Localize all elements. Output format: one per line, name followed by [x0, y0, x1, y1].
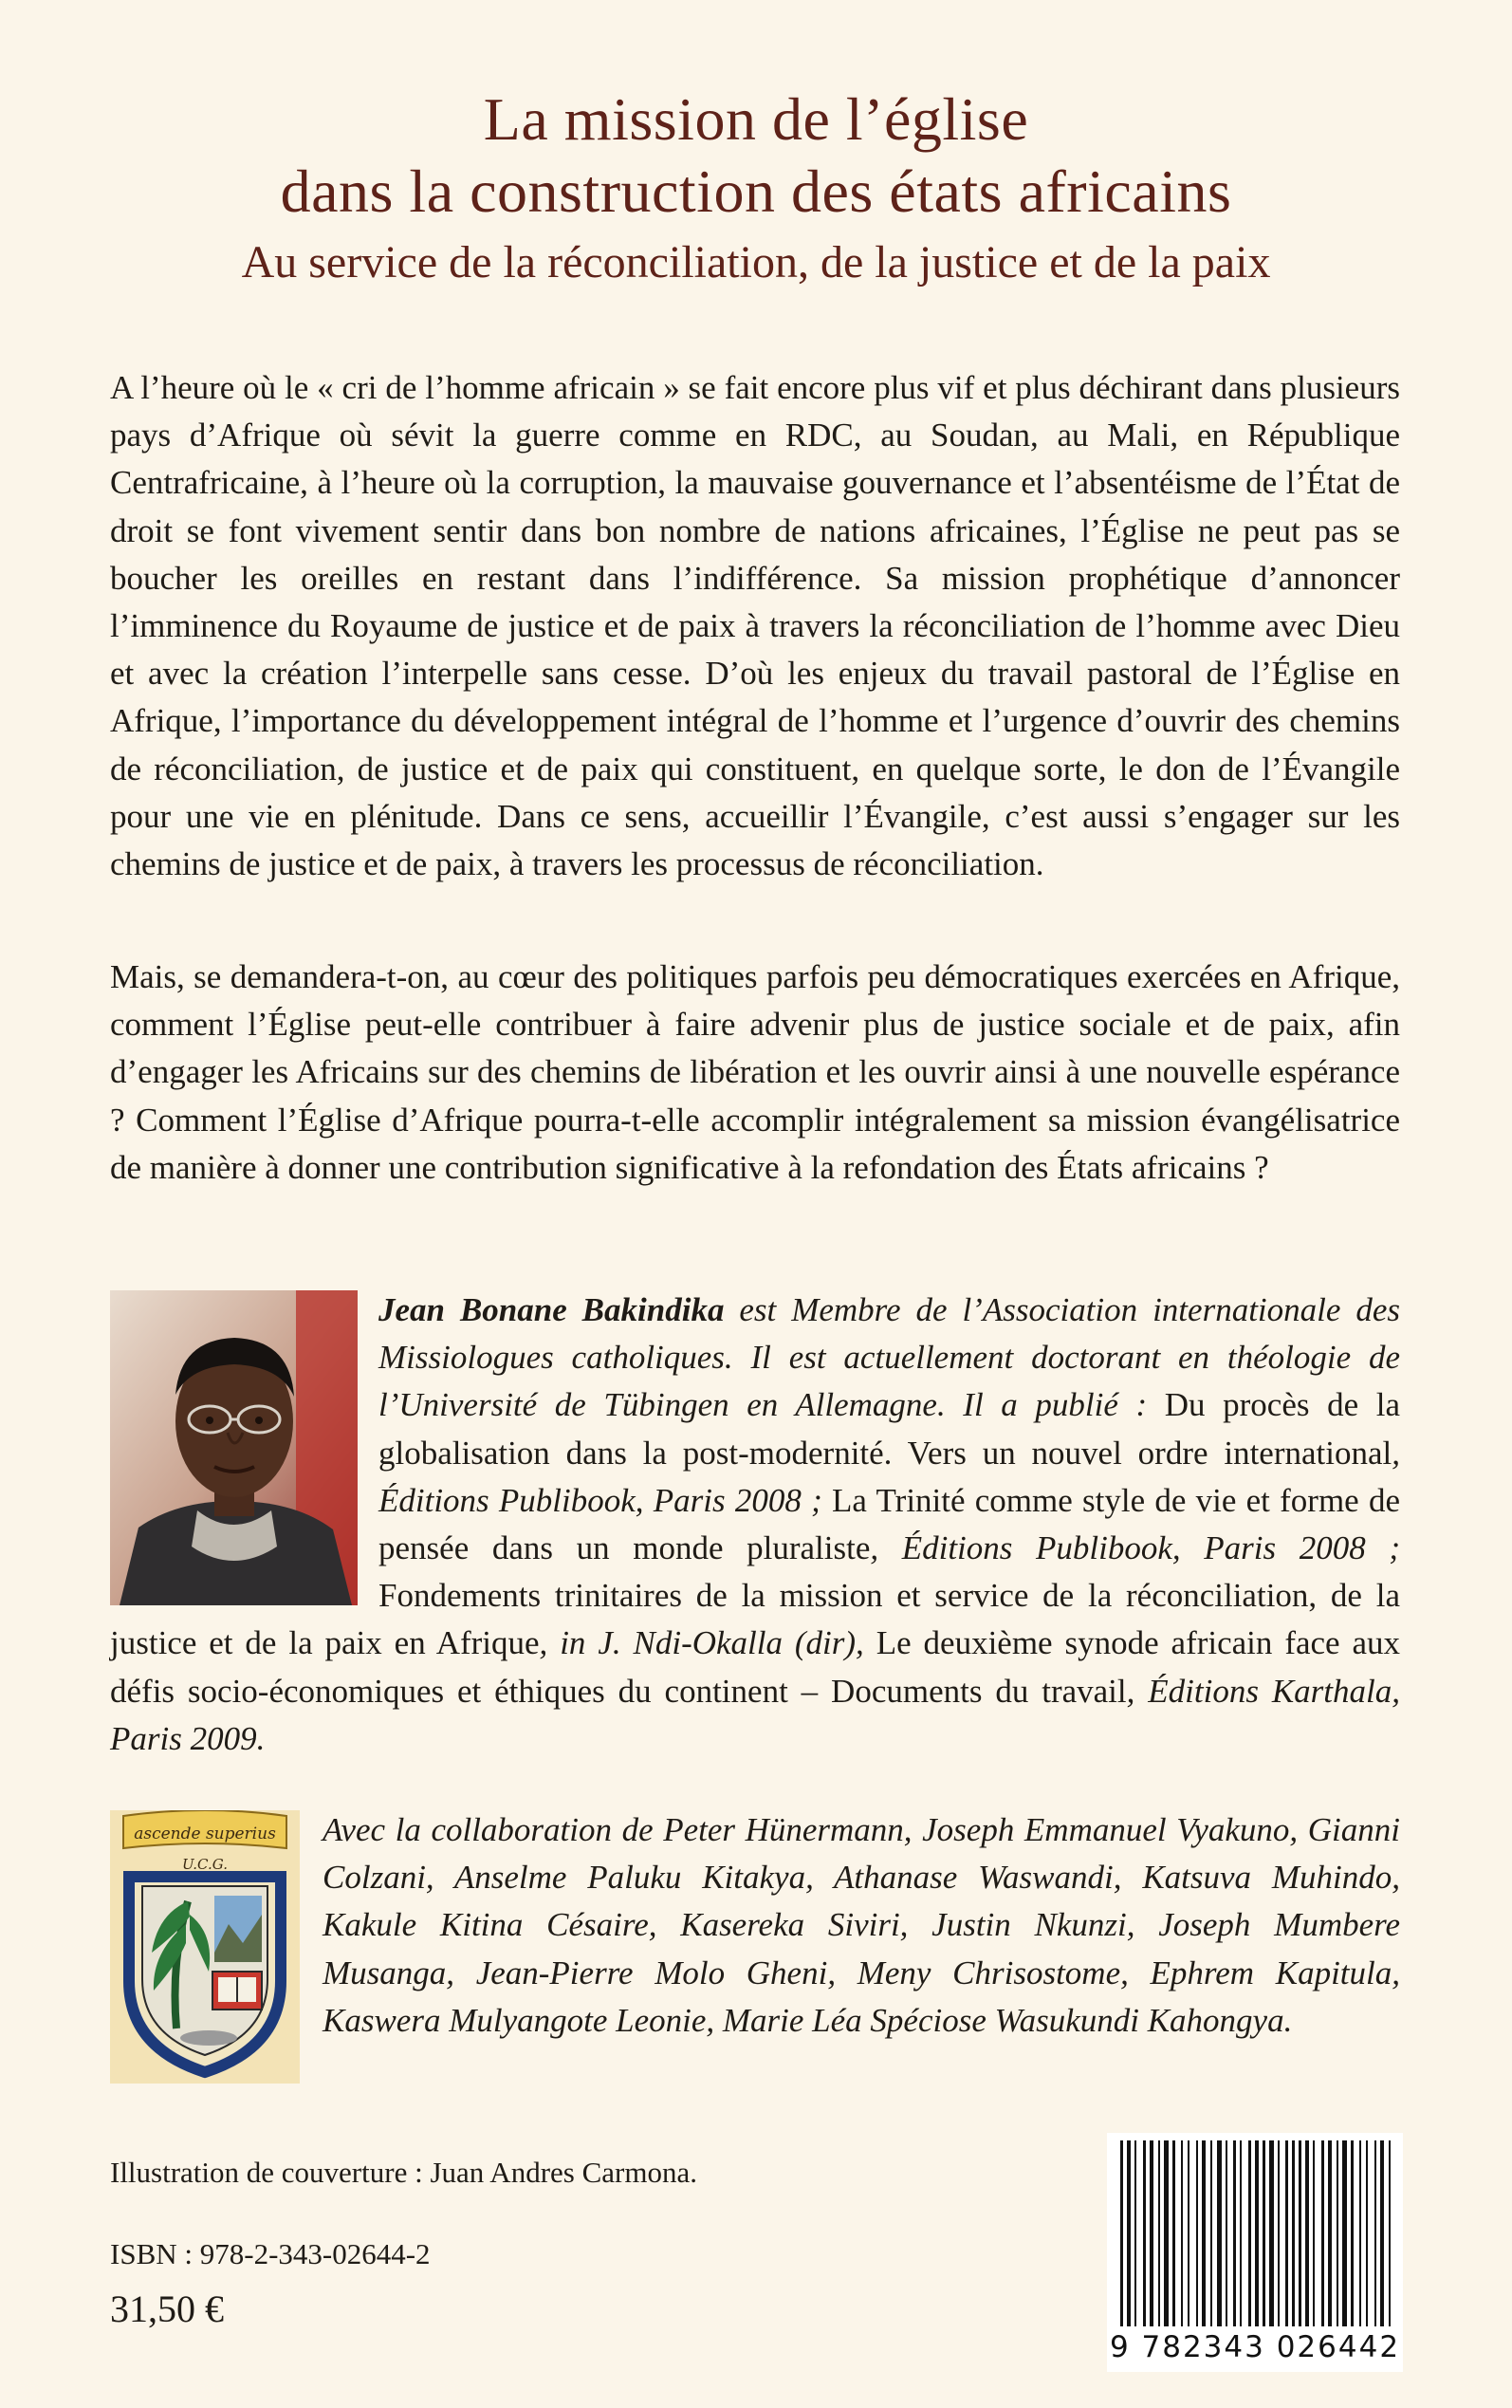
author-photo — [110, 1290, 358, 1605]
author-portrait-icon — [110, 1290, 358, 1605]
barcode-bar — [1217, 2140, 1222, 2326]
collaboration-block — [110, 1806, 1400, 2084]
seal-banner-text: ascende superius — [134, 1825, 276, 1843]
work-publisher-3: , in J. Ndi-Okalla (dir), — [539, 1624, 876, 1662]
work-title-3: Fondements trinitaires de la mission et service de la réconciliation, de la justice et de la paix en Afrique — [110, 1577, 1400, 1662]
author-bio-intro: est Membre de l’Association internationale des Missiologues catholiques. Il est actuellement doctorant en théologie de l’Université de Tübingen en Allemagne. Il a publié : — [378, 1291, 1400, 1424]
barcode-bar — [1188, 2140, 1189, 2326]
barcode-bar — [1248, 2140, 1251, 2326]
university-seal-icon — [110, 1810, 300, 2084]
subtitle: Au service de la réconciliation, de la justice et de la paix — [241, 237, 1271, 287]
barcode-bar — [1164, 2140, 1169, 2326]
barcode-bar — [1380, 2140, 1384, 2326]
barcode-bar — [1328, 2140, 1332, 2326]
barcode-bar — [1233, 2140, 1236, 2326]
work-publisher-1: , Éditions Publibook, Paris 2008 ; — [378, 1434, 1400, 1519]
barcode-bar — [1143, 2140, 1146, 2326]
illustration-credit: Illustration de couverture : Juan Andres Carmona. — [110, 2156, 697, 2189]
work-publisher-2: , Éditions Publibook, Paris 2008 ; — [870, 1529, 1400, 1567]
barcode-bar — [1210, 2140, 1212, 2326]
barcode-bar — [1359, 2140, 1361, 2326]
barcode-bar — [1292, 2140, 1295, 2326]
work-title-2: La Trinité comme style de vie et forme de pensée dans un monde pluraliste — [378, 1481, 1400, 1567]
barcode-bar — [1351, 2140, 1354, 2326]
barcode-bar — [1342, 2140, 1347, 2326]
university-seal — [110, 1810, 300, 2084]
barcode-bar — [1305, 2140, 1309, 2326]
barcode-bar — [1158, 2140, 1160, 2326]
barcode — [1107, 2133, 1403, 2372]
intro-paragraph-1-text: A l’heure où le « cri de l’homme africain » se fait encore plus vif et plus déchirant dans plusieurs pays d’Afrique où sévit la guerre comme en RDC, au Soudan, au Mali, en République Centrafricaine, à l’heure où la corruption, la mauvaise gouvernance et l’absentéisme de l’État de droit se font vivement sentir dans bon nombre de nations africaines, l’Église ne peut pas se boucher les oreilles en restant dans l’indifférence. Sa mission prophétique d’annoncer l’imminence du Royaume de justice et de paix à travers la réconciliation de l’homme avec Dieu et avec la création l’interpelle sans cesse. D’où les enjeux du travail pastoral de l’Église en Afrique, l’importance du développement intégral de l’homme et l’urgence d’ouvrir des chemins de réconciliation, de justice et de paix qui constituent, en quelque sorte, le don de l’Évangile pour une vie en plénitude. Dans ce sens, accueillir l’Évangile, c’est aussi s’engager sur les chemins de justice et de paix, à travers les processus de réconciliation. — [110, 369, 1400, 883]
author-name: Jean Bonane Bakindika — [378, 1291, 725, 1328]
work-title-1: Du procès de la globalisation dans la post-modernité. Vers un nouvel ordre international — [378, 1386, 1400, 1472]
barcode-bar — [1299, 2140, 1301, 2326]
barcode-bar — [1196, 2140, 1198, 2326]
barcode-bar — [1366, 2140, 1368, 2326]
barcode-bar — [1127, 2140, 1131, 2326]
barcode-digits: 9 782343 026442 — [1109, 2330, 1401, 2364]
intro-paragraph-2-text: Mais, se demandera-t-on, au cœur des politiques parfois peu démocratiques exercées en Afrique, comment l’Église peut-elle contribuer à faire advenir plus de justice sociale et de paix, afin d’engager les Africains sur des chemins de libération et les ouvrir ainsi à une nouvelle espérance ? Comment l’Église d’Afrique pourra-t-elle accomplir intégralement sa mission évangélisatrice de manière à donner une contribution significative à la refondation des États africains ? — [110, 958, 1400, 1186]
barcode-bar — [1172, 2140, 1175, 2326]
barcode-bar — [1202, 2140, 1206, 2326]
barcode-bar — [1374, 2140, 1376, 2326]
work-title-4: Le deuxième synode africain face aux défis socio-économiques et éthiques du continent – Documents du travail — [110, 1624, 1401, 1710]
collaboration-text: Avec la collaboration de Peter Hünermann, Joseph Emmanuel Vyakuno, Gianni Colzani, Anselme Paluku Kitakya, Athanase Waswandi, Katsuva Muhindo, Kakule Kitina Césaire, Kasereka Siviri, Justin Nkunzi, Joseph Mumbere Musanga, Jean-Pierre Molo Gheni, Meny Chrisostome, Ephrem Kapitula, Kaswera Mulyangote Leonie, Marie Léa Spéciose Wasukundi Kahongya. — [323, 1811, 1400, 2039]
barcode-bar — [1337, 2140, 1338, 2326]
barcode-bar — [1240, 2140, 1242, 2326]
barcode-bar — [1226, 2140, 1227, 2326]
barcode-bar — [1285, 2140, 1288, 2326]
intro-paragraph-1 — [110, 364, 1400, 888]
barcode-bar — [1120, 2140, 1123, 2326]
barcode-bar — [1321, 2140, 1324, 2326]
barcode-bar — [1278, 2140, 1280, 2326]
title-line-2: dans la construction des états africains — [280, 157, 1232, 225]
title-block — [85, 83, 1427, 296]
barcode-bar — [1313, 2140, 1315, 2326]
title-line-1: La mission de l’église — [483, 85, 1029, 153]
seal-initials: U.C.G. — [182, 1856, 228, 1873]
barcode-bar — [1255, 2140, 1259, 2326]
barcode-bar — [1181, 2140, 1183, 2326]
barcode-bar — [1269, 2140, 1274, 2326]
intro-paragraph-2 — [110, 954, 1400, 1192]
barcode-bars-icon — [1107, 2133, 1403, 2332]
work-publisher-4: , Éditions Karthala, Paris 2009. — [110, 1672, 1400, 1757]
price: 31,50 € — [110, 2288, 224, 2330]
isbn: ISBN : 978-2-343-02644-2 — [110, 2237, 431, 2270]
barcode-bar — [1134, 2140, 1136, 2326]
barcode-bar — [1389, 2140, 1391, 2326]
author-bio — [110, 1287, 1400, 1763]
barcode-bar — [1263, 2140, 1265, 2326]
barcode-bar — [1150, 2140, 1153, 2326]
